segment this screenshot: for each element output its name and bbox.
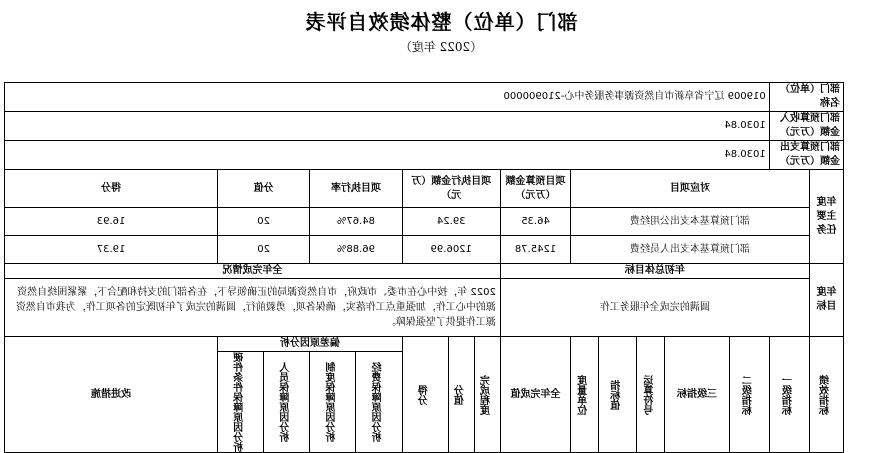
task-project: 部门预算基本支出人员经费 (571, 236, 810, 264)
task-header-project: 对应项目 (571, 170, 810, 208)
tasks-section-label: 年度主要任务 (809, 170, 843, 264)
deviation-header: 偏差原因分析 (218, 337, 403, 352)
task-header-budget: 项目预算金额（万元） (500, 170, 570, 208)
task-budget: 46.35 (500, 208, 570, 236)
task-score: 16.93 (5, 208, 218, 236)
expense-label: 部门预算支出金额（万元） (769, 141, 843, 170)
task-score: 19.37 (5, 236, 218, 264)
indicator-unit: 度量单位 (571, 337, 599, 453)
dept-value: 019009 辽宁省阜新市自然资源事务服务中心-210900000 (5, 83, 770, 112)
task-weight: 20 (218, 208, 310, 236)
task-header-rate: 项目执行率 (310, 170, 402, 208)
task-rate: 84.67% (310, 208, 402, 236)
task-rate: 96.88% (310, 236, 402, 264)
deviation-funding: 经费保障原因分析 (356, 352, 402, 453)
indicator-operator: 运算符号 (637, 337, 665, 453)
deviation-hardware: 硬件条件保障原因分析 (218, 352, 264, 453)
goal-header: 年初总体目标 (500, 264, 809, 279)
expense-row (5, 141, 844, 170)
task-header-weight: 分值 (218, 170, 310, 208)
task-header-score: 得分 (5, 170, 218, 208)
indicator-header-row (5, 337, 844, 352)
indicator-level3: 三级指标 (665, 337, 729, 453)
income-row (5, 112, 844, 141)
page-title: 部门（单位）整体绩效自评表 (304, 10, 578, 34)
indicator-target: 指标值 (599, 337, 637, 453)
goal-header-row (5, 264, 844, 279)
task-header-executed: 项目执行金额（万元） (402, 170, 500, 208)
deviation-staff: 人员保障原因分析 (264, 352, 310, 453)
task-header-row (5, 170, 844, 208)
dept-label: 部门（单位）名称 (769, 83, 843, 112)
deviation-system: 制度保障原因分析 (310, 352, 356, 453)
indicator-weight: 分值 (448, 337, 474, 453)
indicator-level1: 一级指标 (769, 337, 809, 453)
indicator-completion: 完成程度 (474, 337, 500, 453)
dept-row (5, 83, 844, 112)
indicator-score: 得分 (402, 337, 448, 453)
goal-text: 圆满的完成全年服务工作 (500, 279, 809, 337)
indicator-actual: 全年完成值 (500, 337, 570, 453)
completion-header: 全年完成情况 (5, 264, 501, 279)
indicator-section-label: 绩效指标 (809, 337, 843, 453)
indicator-level2: 二级指标 (729, 337, 769, 453)
income-value: 1030.84 (5, 112, 770, 141)
report-year: （2022 年度） (399, 40, 483, 54)
expense-value: 1030.84 (5, 141, 770, 170)
task-row (5, 208, 844, 236)
task-executed: 1206.99 (402, 236, 500, 264)
task-project: 部门预算基本支出公用经费 (571, 208, 810, 236)
evaluation-table (4, 82, 844, 453)
completion-text: 2022 年，按中心在市委、市政府，市自然资源局的正确领导下，在各部门的支持和配合下，紧紧围绕自然资源的中心工作，加强重点工作落实，确保各项，勇毅前行，圆满的完成了年初既定的各项工作，为我市自然资源工作提供了坚强保障。 (5, 279, 501, 337)
goal-section-label: 年度目标 (809, 264, 843, 337)
task-row (5, 236, 844, 264)
task-budget: 1245.78 (500, 236, 570, 264)
income-label: 部门预算收入金额（万元） (769, 112, 843, 141)
goal-row (5, 279, 844, 337)
task-weight: 20 (218, 236, 310, 264)
task-executed: 39.24 (402, 208, 500, 236)
measures-header: 改进措施 (5, 337, 218, 453)
